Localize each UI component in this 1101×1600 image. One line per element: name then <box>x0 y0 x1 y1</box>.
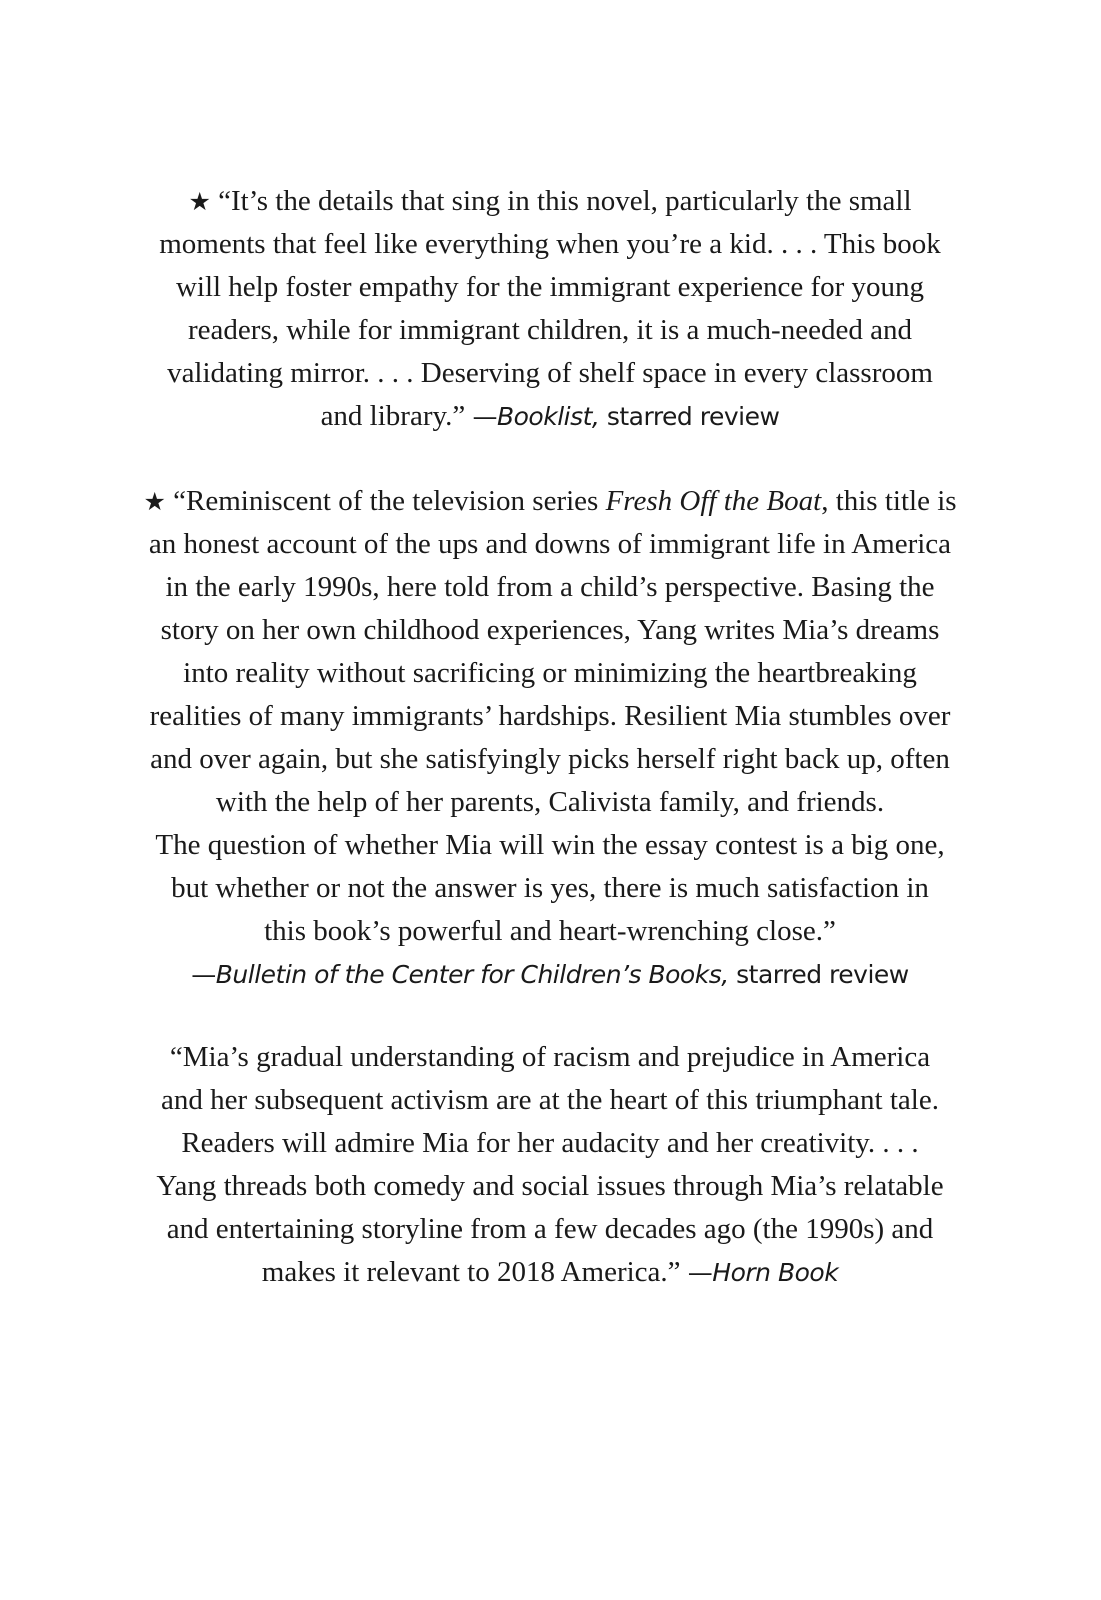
attribution-source: Booklist, <box>496 402 600 431</box>
review-text-line: and her subsequent activism are at the heart of this triumphant tale. <box>161 1084 939 1116</box>
star-icon: ★ <box>188 187 211 216</box>
review-text-line: Readers will admire Mia for her audacity and her creativity. . . . <box>181 1127 919 1159</box>
review-text-post: , this title is <box>821 485 957 517</box>
attribution-dash: — <box>472 402 497 431</box>
review-text-line: realities of many immigrants’ hardships. Resilient Mia stumbles over <box>149 700 951 732</box>
review-text-line: moments that feel like everything when you’re a kid. . . . This book <box>159 228 941 260</box>
review-text-pre: “Reminiscent of the television series <box>173 485 599 517</box>
review-text-line: Yang threads both comedy and social issues through Mia’s relatable <box>156 1170 944 1202</box>
review-text-line: “It’s the details that sing in this novel, particularly the small <box>218 185 912 217</box>
review-attribution <box>688 1258 838 1287</box>
attribution-note: starred review <box>736 960 909 989</box>
review-text-line: in the early 1990s, here told from a child’s perspective. Basing the <box>165 571 935 603</box>
review-text-line: “Mia’s gradual understanding of racism and prejudice in America <box>169 1041 931 1073</box>
review-text-line: The question of whether Mia will win the essay contest is a big one, <box>155 829 945 861</box>
review-horn-book <box>100 1036 1000 1294</box>
review-text-line: with the help of her parents, Calivista family, and friends. <box>215 786 885 818</box>
attribution-dash: — <box>191 960 216 989</box>
star-icon: ★ <box>143 487 166 516</box>
review-attribution <box>100 953 1000 996</box>
review-text-line: story on her own childhood experiences, Yang writes Mia’s dreams <box>160 614 940 646</box>
review-text-line: will help foster empathy for the immigrant experience for young <box>175 271 925 303</box>
review-text-line: into reality without sacrificing or minimizing the heartbreaking <box>183 657 917 689</box>
review-title-ref: Fresh Off the Boat <box>605 485 822 517</box>
review-booklist <box>100 180 1000 438</box>
review-text-line: makes it relevant to 2018 America.” <box>261 1256 681 1288</box>
review-text-line: validating mirror. . . . Deserving of shelf space in every classroom <box>167 357 933 389</box>
review-text-line: and entertaining storyline from a few decades ago (the 1990s) and <box>166 1213 934 1245</box>
review-text-line: this book’s powerful and heart-wrenching close.” <box>264 915 836 947</box>
attribution-note: starred review <box>606 402 780 431</box>
attribution-source: Horn Book <box>712 1258 839 1287</box>
review-attribution <box>472 402 779 431</box>
attribution-dash: — <box>687 1258 713 1287</box>
review-text-line: but whether or not the answer is yes, there is much satisfaction in <box>171 872 929 904</box>
review-text-line: and library.” <box>320 400 466 432</box>
review-text-line: an honest account of the ups and downs of immigrant life in America <box>148 528 952 560</box>
review-bulletin <box>100 480 1000 996</box>
attribution-source: Bulletin of the Center for Children’s Books, <box>215 960 729 989</box>
review-text-line: and over again, but she satisfyingly picks herself right back up, often <box>150 743 950 775</box>
review-text-line: readers, while for immigrant children, it is a much-needed and <box>188 314 912 346</box>
